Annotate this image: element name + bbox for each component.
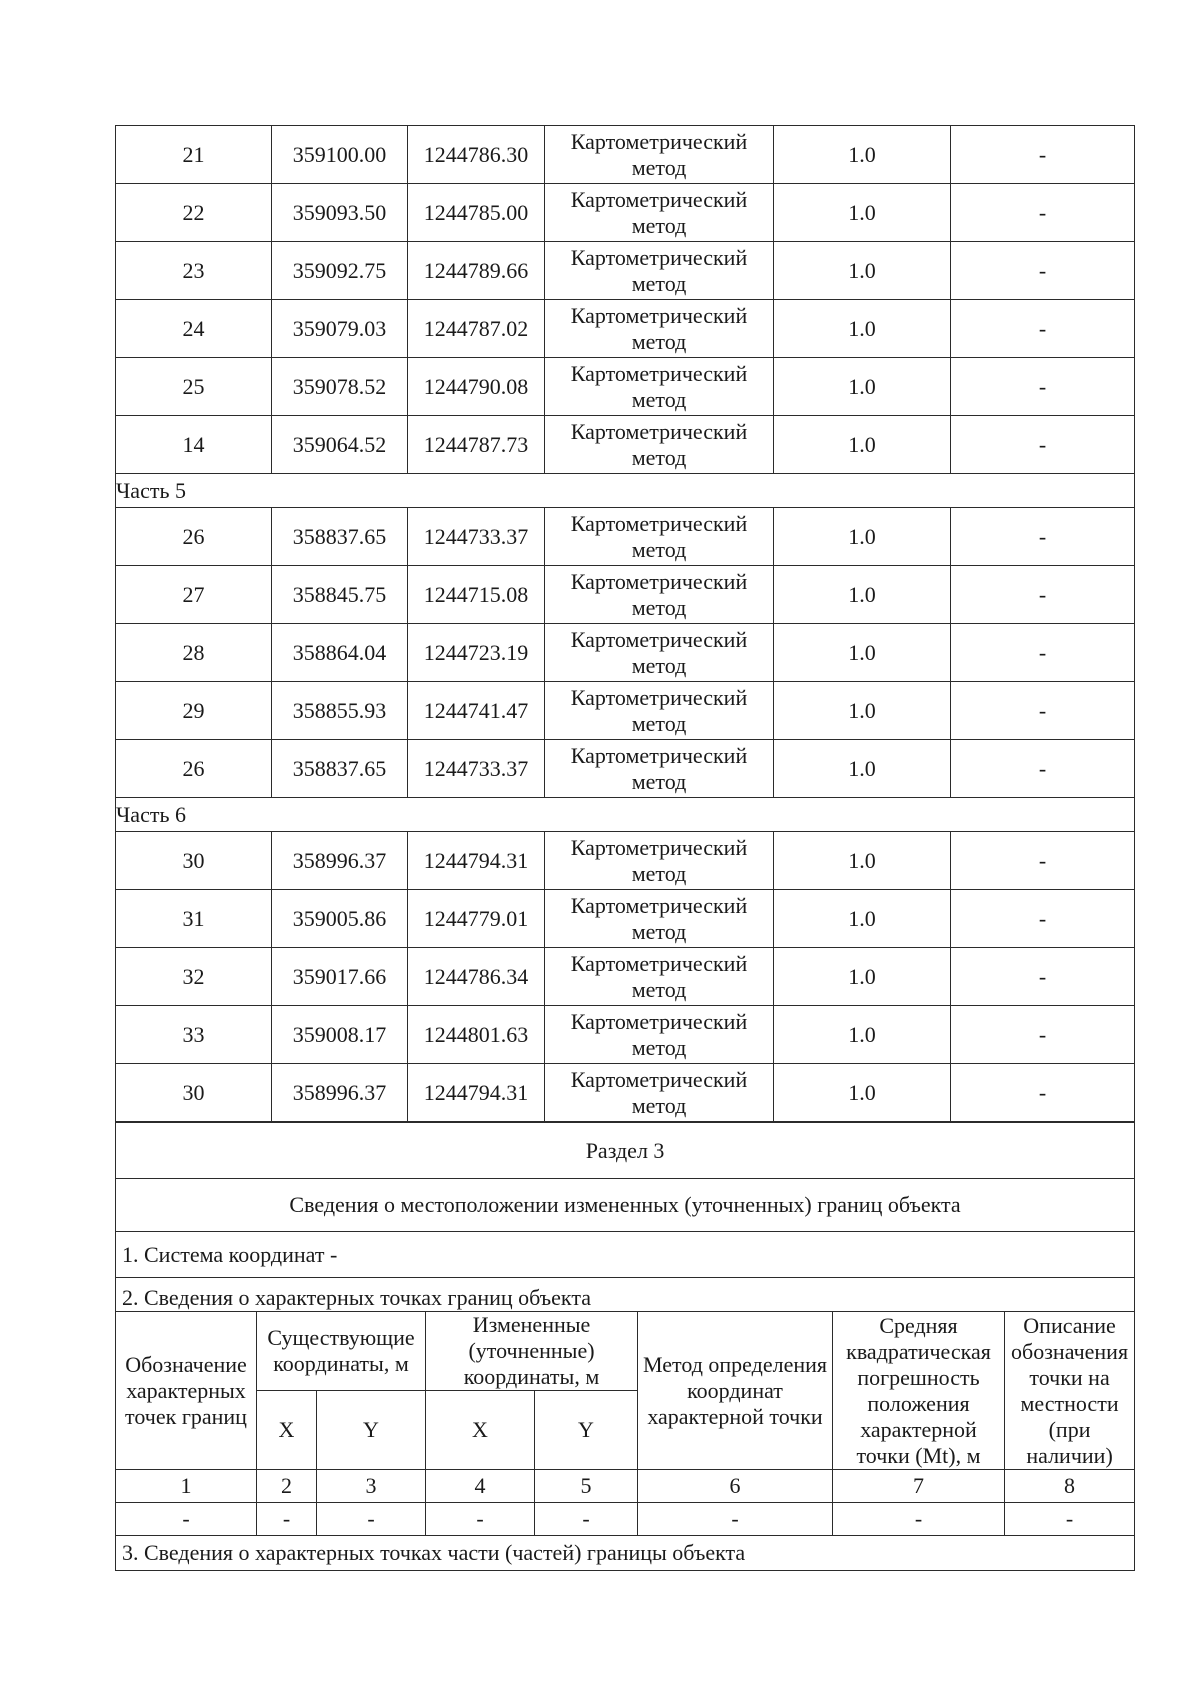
mt-cell: 1.0 xyxy=(774,740,951,798)
coord-y: 1244786.30 xyxy=(408,126,545,184)
method-cell: Картометрический метод xyxy=(545,566,774,624)
section-subtitle: Сведения о местоположении измененных (уточненных) границ объекта xyxy=(116,1179,1135,1232)
header-changed-y: Y xyxy=(535,1391,638,1470)
desc-cell: - xyxy=(951,242,1135,300)
mt-cell: 1.0 xyxy=(774,300,951,358)
coord-y: 1244787.02 xyxy=(408,300,545,358)
coord-x: 359093.50 xyxy=(272,184,408,242)
coord-x: 359078.52 xyxy=(272,358,408,416)
point-number: 23 xyxy=(116,242,272,300)
empty-cell: - xyxy=(116,1503,257,1536)
coord-x: 358996.37 xyxy=(272,1064,408,1122)
point-number: 32 xyxy=(116,948,272,1006)
method-cell: Картометрический метод xyxy=(545,416,774,474)
desc-cell: - xyxy=(951,126,1135,184)
table-row xyxy=(116,890,1135,948)
section3-table xyxy=(115,1122,1135,1571)
column-number: 7 xyxy=(833,1470,1005,1503)
method-cell: Картометрический метод xyxy=(545,300,774,358)
desc-cell: - xyxy=(951,566,1135,624)
coord-y: 1244801.63 xyxy=(408,1006,545,1064)
table-row xyxy=(116,126,1135,184)
column-number: 1 xyxy=(116,1470,257,1503)
part-heading-row xyxy=(116,798,1135,832)
coord-x: 358837.65 xyxy=(272,740,408,798)
mt-cell: 1.0 xyxy=(774,566,951,624)
mt-cell: 1.0 xyxy=(774,948,951,1006)
coord-y: 1244733.37 xyxy=(408,508,545,566)
coord-y: 1244790.08 xyxy=(408,358,545,416)
point-number: 29 xyxy=(116,682,272,740)
coord-x: 358845.75 xyxy=(272,566,408,624)
point-number: 30 xyxy=(116,1064,272,1122)
desc-cell: - xyxy=(951,1006,1135,1064)
header-changed-x: X xyxy=(426,1391,535,1470)
coord-x: 359100.00 xyxy=(272,126,408,184)
column-number: 5 xyxy=(535,1470,638,1503)
desc-cell: - xyxy=(951,1064,1135,1122)
table-row xyxy=(116,300,1135,358)
table-row xyxy=(116,624,1135,682)
desc-cell: - xyxy=(951,300,1135,358)
method-cell: Картометрический метод xyxy=(545,126,774,184)
coord-y: 1244785.00 xyxy=(408,184,545,242)
point-number: 28 xyxy=(116,624,272,682)
empty-data-row xyxy=(116,1503,1135,1536)
coord-x: 359017.66 xyxy=(272,948,408,1006)
header-mt: Средняя квадратическая погрешность положения характерной точки (Mt), м xyxy=(833,1312,1005,1470)
table-row xyxy=(116,416,1135,474)
method-cell: Картометрический метод xyxy=(545,184,774,242)
desc-cell: - xyxy=(951,682,1135,740)
section-title: Раздел 3 xyxy=(116,1123,1135,1179)
coord-x: 358855.93 xyxy=(272,682,408,740)
method-cell: Картометрический метод xyxy=(545,948,774,1006)
column-number: 4 xyxy=(426,1470,535,1503)
point-number: 27 xyxy=(116,566,272,624)
coord-x: 359064.52 xyxy=(272,416,408,474)
table-row xyxy=(116,508,1135,566)
parts-heading-row: 3. Сведения о характерных точках части (частей) границы объекта xyxy=(116,1536,1135,1571)
coord-y: 1244723.19 xyxy=(408,624,545,682)
column-number: 3 xyxy=(317,1470,426,1503)
coord-y: 1244787.73 xyxy=(408,416,545,474)
points-table xyxy=(115,125,1135,1122)
point-number: 24 xyxy=(116,300,272,358)
table-row xyxy=(116,566,1135,624)
header-desc: Описание обозначения точки на местности (при наличии) xyxy=(1005,1312,1135,1470)
desc-cell: - xyxy=(951,832,1135,890)
empty-cell: - xyxy=(833,1503,1005,1536)
desc-cell: - xyxy=(951,416,1135,474)
desc-cell: - xyxy=(951,624,1135,682)
mt-cell: 1.0 xyxy=(774,832,951,890)
method-cell: Картометрический метод xyxy=(545,508,774,566)
table-row xyxy=(116,948,1135,1006)
point-number: 21 xyxy=(116,126,272,184)
mt-cell: 1.0 xyxy=(774,508,951,566)
coord-x: 359005.86 xyxy=(272,890,408,948)
point-number: 26 xyxy=(116,740,272,798)
empty-cell: - xyxy=(535,1503,638,1536)
point-number: 30 xyxy=(116,832,272,890)
coord-y: 1244715.08 xyxy=(408,566,545,624)
method-cell: Картометрический метод xyxy=(545,358,774,416)
method-cell: Картометрический метод xyxy=(545,624,774,682)
mt-cell: 1.0 xyxy=(774,242,951,300)
mt-cell: 1.0 xyxy=(774,890,951,948)
point-number: 26 xyxy=(116,508,272,566)
table-row xyxy=(116,358,1135,416)
point-number: 22 xyxy=(116,184,272,242)
header-changed: Измененные (уточненные) координаты, м xyxy=(426,1312,638,1391)
empty-cell: - xyxy=(1005,1503,1135,1536)
coord-x: 358837.65 xyxy=(272,508,408,566)
method-cell: Картометрический метод xyxy=(545,890,774,948)
table-row xyxy=(116,832,1135,890)
table-row xyxy=(116,740,1135,798)
table-row xyxy=(116,1064,1135,1122)
table-row xyxy=(116,682,1135,740)
coord-x: 359079.03 xyxy=(272,300,408,358)
mt-cell: 1.0 xyxy=(774,184,951,242)
coord-y: 1244779.01 xyxy=(408,890,545,948)
coord-x: 358996.37 xyxy=(272,832,408,890)
coord-y: 1244794.31 xyxy=(408,832,545,890)
empty-cell: - xyxy=(257,1503,317,1536)
column-number: 6 xyxy=(638,1470,833,1503)
part-heading: Часть 6 xyxy=(116,798,1135,832)
method-cell: Картометрический метод xyxy=(545,242,774,300)
coord-y: 1244794.31 xyxy=(408,1064,545,1122)
empty-cell: - xyxy=(426,1503,535,1536)
mt-cell: 1.0 xyxy=(774,682,951,740)
header-existing-y: Y xyxy=(317,1391,426,1470)
coord-x: 359092.75 xyxy=(272,242,408,300)
table-row xyxy=(116,242,1135,300)
method-cell: Картометрический метод xyxy=(545,682,774,740)
mt-cell: 1.0 xyxy=(774,1064,951,1122)
mt-cell: 1.0 xyxy=(774,126,951,184)
column-number: 8 xyxy=(1005,1470,1135,1503)
mt-cell: 1.0 xyxy=(774,1006,951,1064)
coord-x: 358864.04 xyxy=(272,624,408,682)
document-sheet xyxy=(115,125,1134,1571)
points-table-body xyxy=(116,126,1135,1122)
column-numbers-row xyxy=(116,1470,1135,1503)
desc-cell: - xyxy=(951,358,1135,416)
coord-y: 1244786.34 xyxy=(408,948,545,1006)
coord-y: 1244789.66 xyxy=(408,242,545,300)
method-cell: Картометрический метод xyxy=(545,1064,774,1122)
point-number: 31 xyxy=(116,890,272,948)
part-heading: Часть 5 xyxy=(116,474,1135,508)
method-cell: Картометрический метод xyxy=(545,740,774,798)
column-number: 2 xyxy=(257,1470,317,1503)
desc-cell: - xyxy=(951,890,1135,948)
part-heading-row xyxy=(116,474,1135,508)
points-heading-row: 2. Сведения о характерных точках границ объекта xyxy=(116,1278,1135,1312)
method-cell: Картометрический метод xyxy=(545,1006,774,1064)
point-number: 25 xyxy=(116,358,272,416)
table-row xyxy=(116,1006,1135,1064)
mt-cell: 1.0 xyxy=(774,416,951,474)
empty-cell: - xyxy=(317,1503,426,1536)
desc-cell: - xyxy=(951,508,1135,566)
coord-x: 359008.17 xyxy=(272,1006,408,1064)
coord-y: 1244741.47 xyxy=(408,682,545,740)
table-row xyxy=(116,184,1135,242)
mt-cell: 1.0 xyxy=(774,624,951,682)
coord-y: 1244733.37 xyxy=(408,740,545,798)
desc-cell: - xyxy=(951,740,1135,798)
header-method: Метод определения координат характерной точки xyxy=(638,1312,833,1470)
coord-system-row: 1. Система координат - xyxy=(116,1232,1135,1278)
header-existing: Существующие координаты, м xyxy=(257,1312,426,1391)
desc-cell: - xyxy=(951,184,1135,242)
header-existing-x: X xyxy=(257,1391,317,1470)
empty-cell: - xyxy=(638,1503,833,1536)
method-cell: Картометрический метод xyxy=(545,832,774,890)
mt-cell: 1.0 xyxy=(774,358,951,416)
point-number: 33 xyxy=(116,1006,272,1064)
desc-cell: - xyxy=(951,948,1135,1006)
header-designation: Обозначение характерных точек границ xyxy=(116,1312,257,1470)
point-number: 14 xyxy=(116,416,272,474)
